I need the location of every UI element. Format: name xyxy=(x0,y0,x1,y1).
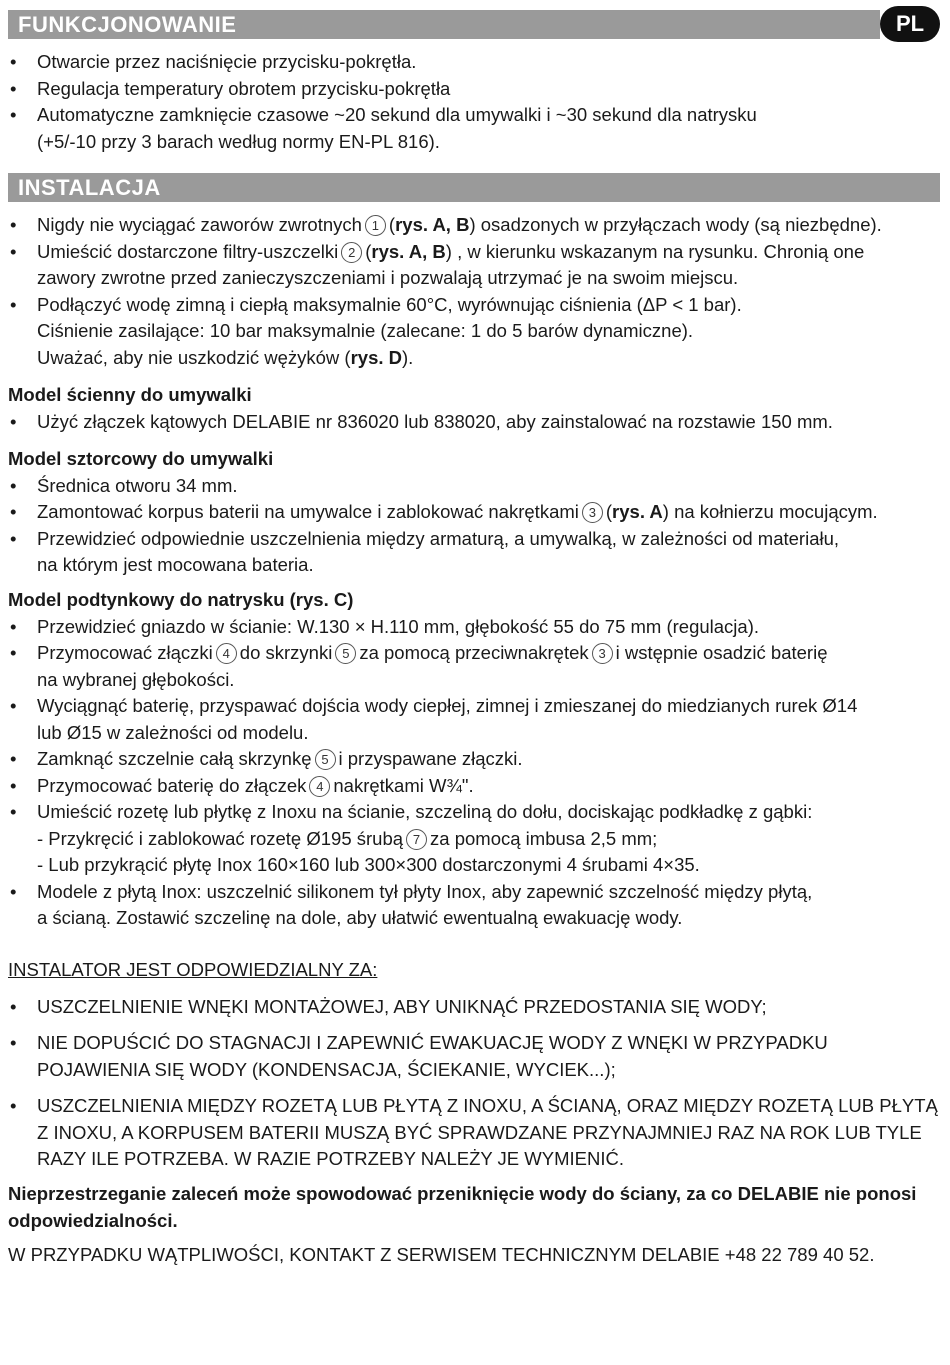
section-header-funkcjonowanie: FUNKCJONOWANIE xyxy=(8,10,880,39)
subsection-heading: Model podtynkowy do natrysku (rys. C) xyxy=(8,589,354,610)
list-item: • Modele z płytą Inox: uszczelnić silikonem tył płyty Inox, aby zapewnić szczelność między płytą, a ścianą. Zostawić szczelinę na dole, aby ułatwić ewentualną ewakuację wody. xyxy=(8,879,940,932)
list-item: • Zamknąć szczelnie całą skrzynkę 5 i przyspawane złączki. xyxy=(8,746,940,773)
list-item: • Umieścić dostarczone filtry-uszczelki 2 (rys. A, B) , w kierunku wskazanym na rysunku. Chronią one zawory zwrotne przed zanieczyszczeniami i pozwalają utrzymać je na swoim miejscu. xyxy=(8,239,940,292)
instalacja-list xyxy=(8,212,940,371)
list-item: • Nigdy nie wyciągać zaworów zwrotnych 1 (rys. A, B) osadzonych w przyłączach wody (są niezbędne). xyxy=(8,212,940,239)
list-item: • Średnica otworu 34 mm. xyxy=(8,473,940,500)
list-item: • Przewidzieć gniazdo w ścianie: W.130 × H.110 mm, głębokość 55 do 75 mm (regulacja). xyxy=(8,614,940,641)
list-item: • Wyciągnąć baterię, przyspawać dojścia wody ciepłej, zimnej i zmieszanej do miedzianych rurek Ø14 lub Ø15 w zależności od modelu. xyxy=(8,693,940,746)
list-item: • Zamontować korpus baterii na umywalce i zablokować nakrętkami 3 (rys. A) na kołnierzu mocującym. xyxy=(8,499,940,526)
list-item: • Regulacja temperatury obrotem przycisku-pokrętła xyxy=(8,76,940,103)
list-item: • Otwarcie przez naciśnięcie przycisku-pokrętła. xyxy=(8,49,940,76)
list-item: • Przymocować złączki 4 do skrzynki 5 za pomocą przeciwnakrętek 3 i wstępnie osadzić baterię na wybranej głębokości. xyxy=(8,640,940,693)
section-header-instalacja: INSTALACJA xyxy=(8,173,940,202)
installer-responsibility-block xyxy=(8,957,940,1183)
funkcjonowanie-list xyxy=(8,49,940,155)
wall-model-block xyxy=(8,382,940,435)
list-item: • USZCZELNIENIE WNĘKI MONTAŻOWEJ, ABY UNIKNĄĆ PRZEDOSTANIA SIĘ WODY; xyxy=(8,994,940,1021)
callout-number: 2 xyxy=(341,242,362,263)
liability-warning: Nieprzestrzeganie zaleceń może spowodować przeniknięcie wody do ściany, za co DELABIE nie ponosi odpowiedzialności. xyxy=(8,1183,917,1231)
callout-number: 3 xyxy=(582,502,603,523)
callout-number: 4 xyxy=(309,776,330,797)
list-item: • Automatyczne zamknięcie czasowe ~20 sekund dla umywalki i ~30 sekund dla natrysku (+5/-10 przy 3 barach według normy EN-PL 816). xyxy=(8,102,940,155)
installer-heading: INSTALATOR JEST ODPOWIEDZIALNY ZA: xyxy=(8,959,378,980)
list-item: • Przymocować baterię do złączek 4 nakrętkami W¾". xyxy=(8,773,940,800)
subsection-heading: Model sztorcowy do umywalki xyxy=(8,448,274,469)
deck-model-block xyxy=(8,446,940,579)
callout-number: 7 xyxy=(406,829,427,850)
callout-number: 3 xyxy=(592,643,613,664)
callout-number: 5 xyxy=(315,749,336,770)
callout-number: 1 xyxy=(365,215,386,236)
callout-number: 4 xyxy=(216,643,237,664)
list-item: • NIE DOPUŚCIĆ DO STAGNACJI I ZAPEWNIĆ EWAKUACJĘ WODY Z WNĘKI W PRZYPADKU POJAWIENIA SIĘ WODY (KONDENSACJA, ŚCIEKANIE, WYCIEK...); xyxy=(8,1030,940,1083)
list-item: • USZCZELNIENIA MIĘDZY ROZETĄ LUB PŁYTĄ Z INOXU, A ŚCIANĄ, ORAZ MIĘDZY ROZETĄ LUB PŁYTĄ Z INOXU, A KORPUSEM BATERII MUSZĄ BYĆ SPRAWDZANE PRZYNAJMNIEJ RAZ NA ROK LUB TYLE RAZY ILE POTRZEBA. W RAZIE POTRZEBY NALEŻY JE WYMIENIĆ. xyxy=(8,1093,940,1173)
list-item: • Podłączyć wodę zimną i ciepłą maksymalnie 60°C, wyrównując ciśnienia (ΔP < 1 bar). Ciśnienie zasilające: 10 bar maksymalnie (zalecane: 1 do 5 barów dynamiczne). Uważać, aby nie uszkodzić wężyków (rys. D). xyxy=(8,292,940,372)
list-item: • Umieścić rozetę lub płytkę z Inoxu na ścianie, szczeliną do dołu, dociskając podkładkę z gąbki: - Przykręcić i zablokować rozetę Ø195 śrubą 7 za pomocą imbusa 2,5 mm; - Lub przykrącić płytę Inox 160×160 lub 300×300 dostarczonymi 4 śrubami 4×35. xyxy=(8,799,940,879)
list-item: • Użyć złączek kątowych DELABIE nr 836020 lub 838020, aby zainstalować na rozstawie 150 mm. xyxy=(8,409,940,436)
list-item: • Przewidzieć odpowiednie uszczelnienia między armaturą, a umywalką, w zależności od materiału, na którym jest mocowana bateria. xyxy=(8,526,940,579)
contact-line: W PRZYPADKU WĄTPLIWOŚCI, KONTAKT Z SERWISEM TECHNICZNYM DELABIE +48 22 789 40 52. xyxy=(8,1244,875,1265)
shower-model-block xyxy=(8,587,940,932)
callout-number: 5 xyxy=(335,643,356,664)
language-badge: PL xyxy=(880,6,940,42)
subsection-heading: Model ścienny do umywalki xyxy=(8,384,252,405)
